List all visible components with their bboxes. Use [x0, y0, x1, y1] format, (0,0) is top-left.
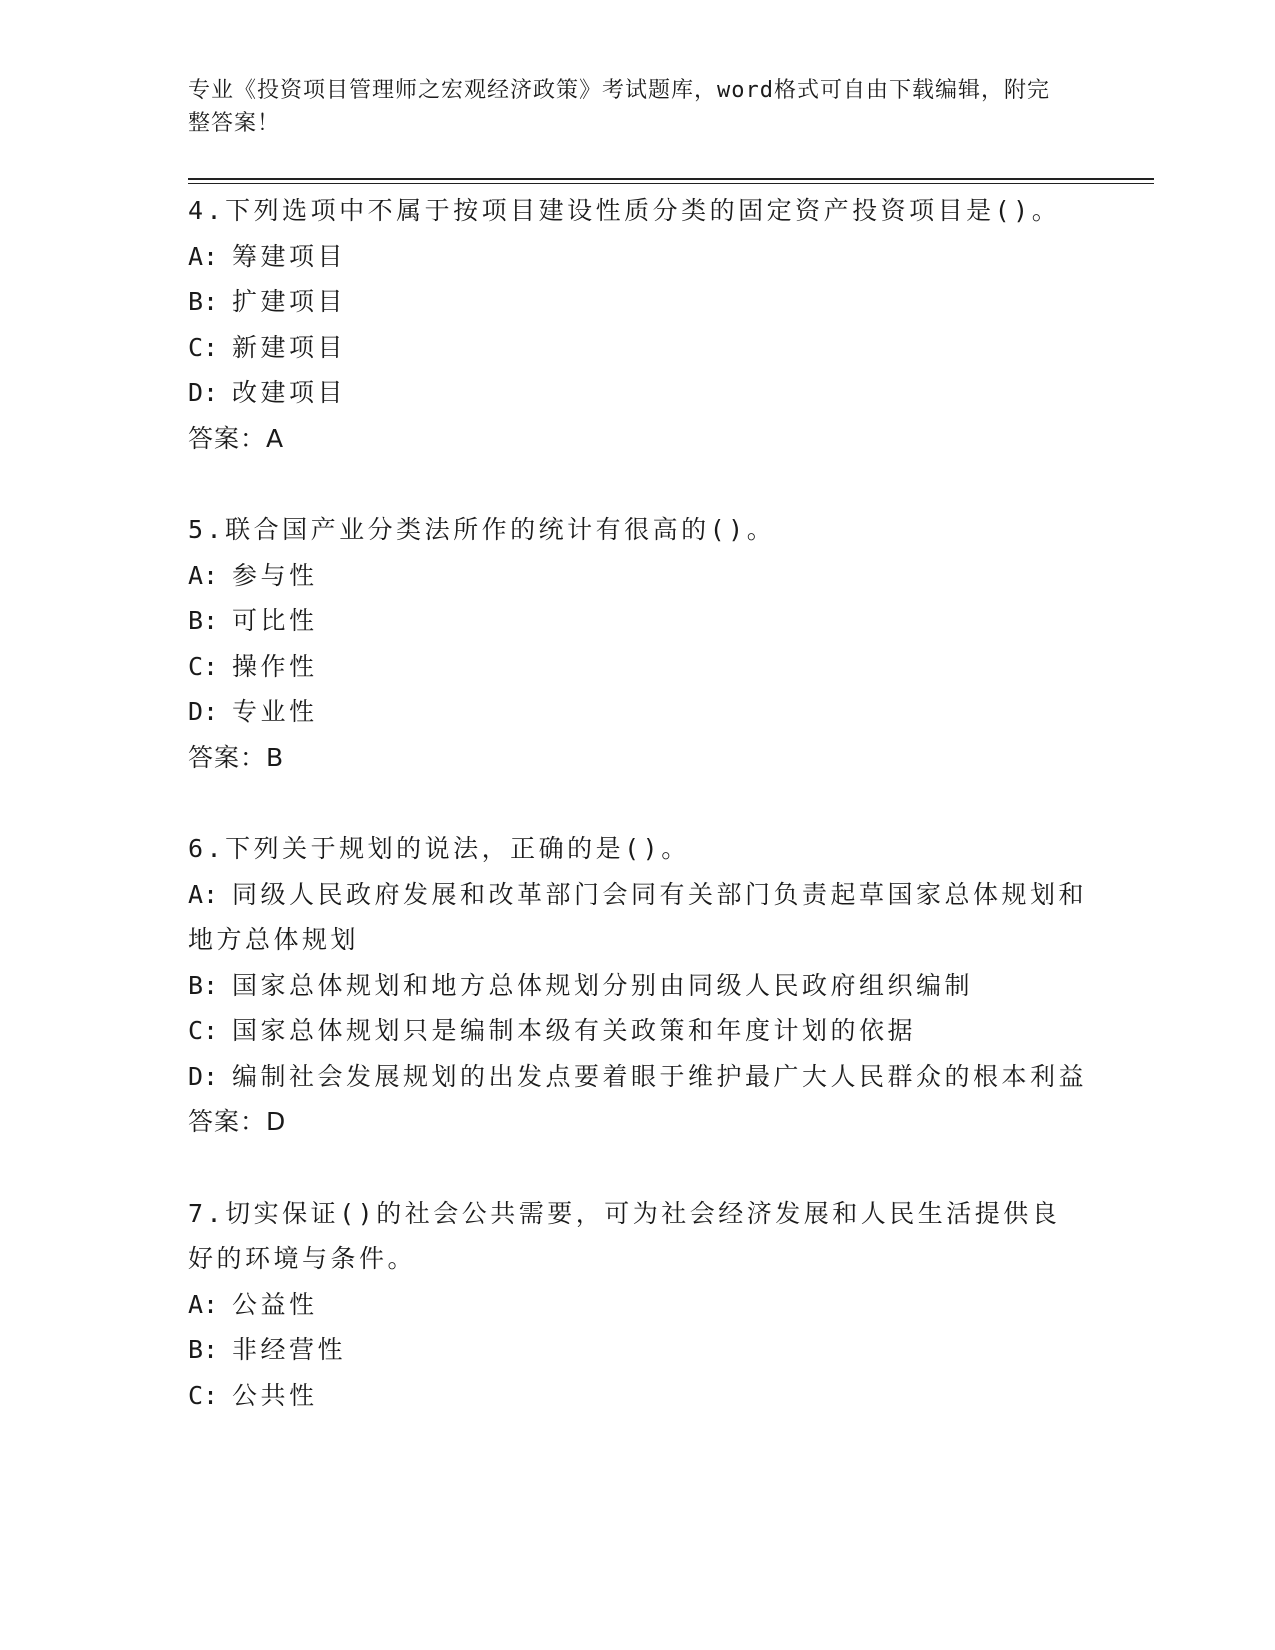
- question-text: 4.下列选项中不属于按项目建设性质分类的固定资产投资项目是()。: [188, 196, 1061, 225]
- option-text: 国家总体规划和地方总体规划分别由同级人民政府组织编制: [232, 970, 974, 1000]
- option-text: 国家总体规划只是编制本级有关政策和年度计划的依据: [232, 1016, 917, 1045]
- option-text: 扩建项目: [232, 287, 347, 316]
- question-5: [188, 507, 1088, 780]
- option-b: [188, 598, 1088, 644]
- option-text: 编制社会发展规划的出发点要着眼于维护最广大人民群众的根本利益: [232, 1061, 1088, 1091]
- option-letter: B:: [188, 1335, 219, 1364]
- option-c: [188, 644, 1088, 690]
- option-a: [188, 1282, 1088, 1328]
- option-c: [188, 1008, 1088, 1054]
- answer: 答案：A: [188, 423, 285, 453]
- option-text: 公益性: [232, 1289, 318, 1319]
- option-c: [188, 325, 1088, 371]
- question-text: 7.切实保证()的社会公共需要，可为社会经济发展和人民生活提供良好的环境与条件。: [188, 1198, 1061, 1273]
- option-text: 可比性: [232, 606, 318, 635]
- document-intro: 专业《投资项目管理师之宏观经济政策》考试题库，word格式可自由下载编辑，附完整答案！: [188, 78, 1050, 136]
- option-letter: A:: [188, 1289, 219, 1319]
- option-letter: D:: [188, 697, 219, 726]
- header-divider: [188, 178, 1154, 180]
- option-text: 新建项目: [232, 332, 347, 362]
- option-letter: C:: [188, 332, 219, 362]
- option-text: 非经营性: [232, 1335, 347, 1364]
- option-letter: A:: [188, 241, 219, 271]
- option-letter: B:: [188, 606, 219, 635]
- option-b: [188, 963, 1088, 1009]
- question-7: [188, 1191, 1088, 1419]
- question-4: [188, 188, 1088, 461]
- option-d: [188, 689, 1088, 735]
- option-b: [188, 279, 1088, 325]
- option-b: [188, 1327, 1088, 1373]
- option-letter: D:: [188, 378, 219, 407]
- option-d: [188, 370, 1088, 416]
- option-text: 专业性: [232, 697, 318, 726]
- option-text: 公共性: [232, 1380, 318, 1410]
- option-a: [188, 234, 1088, 280]
- option-letter: B:: [188, 287, 219, 316]
- question-6: [188, 826, 1088, 1145]
- answer: 答案：D: [188, 1107, 287, 1136]
- option-letter: C:: [188, 1016, 219, 1045]
- question-list: [188, 188, 1088, 1464]
- header-divider-secondary: [188, 183, 1154, 184]
- answer: 答案：B: [188, 742, 285, 772]
- option-text: 改建项目: [232, 378, 347, 407]
- option-letter: A:: [188, 560, 219, 590]
- option-a: [188, 553, 1088, 599]
- option-d: [188, 1054, 1088, 1100]
- option-text: 参与性: [232, 560, 318, 590]
- option-letter: A:: [188, 879, 219, 909]
- option-text: 同级人民政府发展和改革部门会同有关部门负责起草国家总体规划和地方总体规划: [188, 879, 1088, 954]
- option-letter: B:: [188, 970, 219, 1000]
- option-letter: C:: [188, 1380, 219, 1410]
- question-text: 6.下列关于规划的说法，正确的是()。: [188, 834, 690, 863]
- option-text: 筹建项目: [232, 241, 347, 271]
- option-text: 操作性: [232, 651, 318, 681]
- option-letter: D:: [188, 1061, 219, 1091]
- option-a: [188, 872, 1088, 963]
- option-letter: C:: [188, 651, 219, 681]
- question-text: 5.联合国产业分类法所作的统计有很高的()。: [188, 515, 776, 544]
- option-c: [188, 1373, 1088, 1419]
